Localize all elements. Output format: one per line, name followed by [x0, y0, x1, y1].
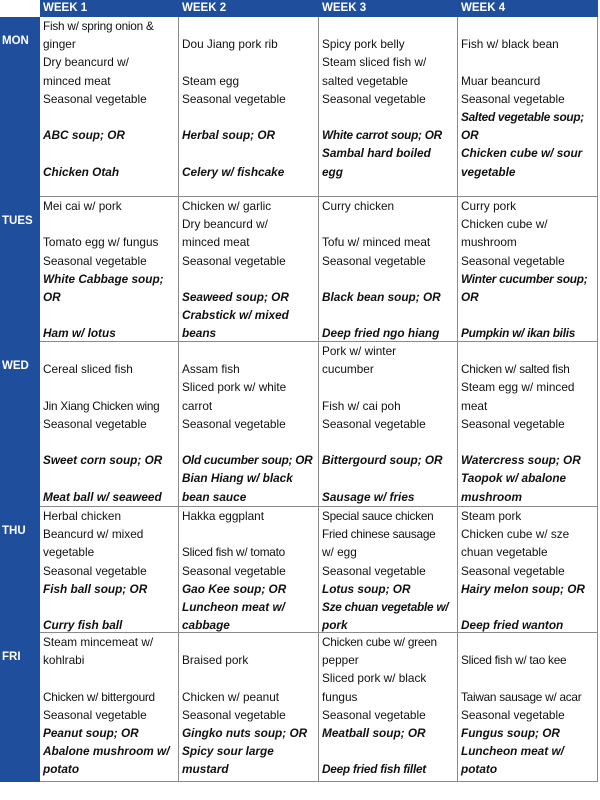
week-header: WEEK 4 [461, 2, 506, 14]
dish-item: Fried chinese sausage [322, 527, 436, 542]
dish-item: pepper [322, 653, 359, 668]
dish-item: Seasonal vegetable [182, 91, 286, 106]
soup-or-alternative-dish: pork [322, 618, 348, 633]
week-header: WEEK 2 [182, 2, 227, 14]
soup-or-alternative-dish: Spicy sour large [182, 744, 274, 759]
dish-item: Pork w/ winter [322, 344, 397, 358]
soup-or-alternative-dish: Meatball soup; OR [322, 726, 426, 740]
dish-item: meat [461, 398, 488, 413]
dish-item: Seasonal vegetable [43, 253, 147, 268]
soup-or-alternative-dish: mushroom [461, 489, 522, 504]
dish-item: Seasonal vegetable [182, 253, 286, 268]
dish-item: Beancurd w/ mixed [43, 527, 144, 542]
dish-item: Fish w/ spring onion & [43, 19, 154, 33]
soup-or-alternative-dish: ABC soup; OR [43, 128, 125, 143]
dish-item: Seasonal vegetable [43, 91, 147, 106]
dish-item: Muar beancurd [461, 73, 541, 88]
menu-cell [179, 197, 319, 342]
soup-or-alternative-dish: Salted vegetable soup; [461, 110, 584, 124]
menu-cell [458, 197, 598, 342]
soup-or-alternative-dish: Ham w/ lotus [43, 326, 116, 341]
dish-item: Steam mincemeat w/ [43, 635, 154, 649]
soup-or-alternative-dish: Taopok w/ abalone [461, 471, 567, 486]
soup-or-alternative-dish: Bittergourd soup; OR [322, 453, 443, 468]
dish-item: Cereal sliced fish [43, 362, 133, 377]
dish-item: Jin Xiang Chicken wing [43, 398, 160, 413]
dish-item: w/ egg [322, 545, 357, 560]
dish-item: mushroom [461, 235, 517, 250]
soup-or-alternative-dish: OR [43, 290, 61, 304]
menu-cell [179, 633, 319, 782]
menu-cell [458, 633, 598, 782]
menu-cell [319, 507, 458, 633]
soup-or-alternative-dish: Chicken cube w/ sour [461, 146, 583, 161]
soup-or-alternative-dish: Gingko nuts soup; OR [182, 726, 308, 740]
soup-or-alternative-dish: Hairy melon soup; OR [461, 581, 585, 596]
dish-item: Seasonal vegetable [43, 416, 147, 431]
dish-item: kohlrabi [43, 653, 85, 668]
dish-item: Seasonal vegetable [182, 563, 286, 578]
dish-item: vegetable [43, 545, 95, 560]
soup-or-alternative-dish: Pumpkin w/ ikan bilis [461, 326, 576, 341]
dish-item: Sliced fish w/ tao kee [461, 653, 567, 668]
dish-item: minced meat [182, 235, 250, 250]
soup-or-alternative-dish: Luncheon meat w/ [461, 744, 564, 759]
day-label: FRI [2, 651, 21, 663]
dish-item: Tofu w/ minced meat [322, 235, 431, 250]
dish-item: minced meat [43, 73, 111, 88]
dish-item: Chicken w/ salted fish [461, 362, 570, 377]
dish-item: Braised pork [182, 653, 249, 668]
soup-or-alternative-dish: egg [322, 164, 343, 179]
soup-or-alternative-dish: Curry fish ball [43, 618, 123, 633]
dish-item: Spicy pork belly [322, 37, 405, 52]
menu-cell [179, 507, 319, 633]
dish-item: Chicken cube w/ green [322, 635, 437, 649]
dish-item: Steam egg [182, 73, 240, 88]
dish-item: Fish w/ cai poh [322, 398, 401, 413]
dish-item: Taiwan sausage w/ acar [461, 689, 582, 704]
dish-item: Fish w/ black bean [461, 37, 559, 52]
dish-item: Seasonal vegetable [461, 707, 565, 722]
dish-item: Sliced pork w/ white [182, 380, 287, 395]
dish-item: fungus [322, 689, 358, 704]
soup-or-alternative-dish: Chicken Otah [43, 164, 120, 179]
soup-or-alternative-dish: Crabstick w/ mixed [182, 308, 289, 323]
soup-or-alternative-dish: Gao Kee soup; OR [182, 581, 287, 596]
dish-item: Steam pork [461, 509, 522, 523]
soup-or-alternative-dish: Herbal soup; OR [182, 128, 276, 143]
day-label-cell [0, 342, 40, 507]
day-label: WED [2, 360, 29, 372]
menu-cell [319, 633, 458, 782]
soup-or-alternative-dish: Black bean soup; OR [322, 290, 441, 304]
soup-or-alternative-dish: Deep fried wanton [461, 618, 564, 633]
soup-or-alternative-dish: cabbage [182, 618, 230, 633]
dish-item: Special sauce chicken [322, 509, 434, 523]
dish-item: Seasonal vegetable [322, 416, 426, 431]
dish-item: ginger [43, 37, 76, 52]
day-label-cell [0, 507, 40, 633]
day-label: THU [2, 525, 26, 537]
soup-or-alternative-dish: Old cucumber soup; OR [182, 453, 313, 468]
soup-or-alternative-dish: Abalone mushroom w/ [43, 744, 170, 759]
dish-item: Chicken cube w/ sze [461, 527, 570, 542]
dish-item: Seasonal vegetable [182, 416, 286, 431]
day-label: TUES [2, 215, 33, 227]
soup-or-alternative-dish: vegetable [461, 164, 516, 179]
dish-item: Seasonal vegetable [461, 563, 565, 578]
soup-or-alternative-dish: Sausage w/ fries [322, 489, 415, 504]
dish-item: cucumber [322, 362, 374, 377]
menu-cell [40, 507, 179, 633]
soup-or-alternative-dish: Luncheon meat w/ [182, 600, 285, 614]
soup-or-alternative-dish: bean sauce [182, 489, 247, 504]
soup-or-alternative-dish: Watercress soup; OR [461, 453, 581, 468]
dish-item: Seasonal vegetable [322, 707, 426, 722]
soup-or-alternative-dish: Celery w/ fishcake [182, 164, 285, 179]
soup-or-alternative-dish: Fish ball soup; OR [43, 581, 148, 596]
dish-item: Curry chicken [322, 199, 395, 213]
soup-or-alternative-dish: OR [461, 128, 479, 143]
menu-cell [40, 342, 179, 507]
dish-item: Curry pork [461, 199, 517, 213]
dish-item: Seasonal vegetable [461, 91, 565, 106]
dish-item: Chicken w/ peanut [182, 689, 280, 704]
menu-cell [319, 342, 458, 507]
soup-or-alternative-dish: Peanut soup; OR [43, 726, 139, 740]
dish-item: Seasonal vegetable [322, 91, 426, 106]
week-header: WEEK 3 [322, 2, 367, 14]
dish-item: Seasonal vegetable [322, 253, 426, 268]
menu-cell [179, 342, 319, 507]
menu-cell [319, 197, 458, 342]
soup-or-alternative-dish: Deep fried ngo hiang [322, 326, 440, 341]
menu-cell [40, 17, 179, 197]
soup-or-alternative-dish: Sambal hard boiled [322, 146, 431, 161]
soup-or-alternative-dish: White carrot soup; OR [322, 128, 442, 143]
dish-item: Dou Jiang pork rib [182, 37, 278, 52]
dish-item: Seasonal vegetable [43, 563, 147, 578]
dish-item: Seasonal vegetable [461, 416, 565, 431]
soup-or-alternative-dish: Meat ball w/ seaweed [43, 489, 162, 504]
dish-item: Chicken cube w/ [461, 217, 548, 232]
soup-or-alternative-dish: Sze chuan vegetable w/ [322, 600, 449, 614]
day-label-cell [0, 17, 40, 197]
dish-item: Herbal chicken [43, 509, 122, 523]
dish-item: chuan vegetable [461, 545, 548, 560]
soup-or-alternative-dish: White Cabbage soup; [43, 271, 164, 286]
dish-item: Assam fish [182, 362, 240, 377]
dish-item: salted vegetable [322, 73, 408, 88]
dish-item: Sliced fish w/ tomato [182, 545, 285, 560]
soup-or-alternative-dish: Seaweed soup; OR [182, 290, 289, 304]
soup-or-alternative-dish: mustard [182, 762, 229, 777]
menu-cell [458, 507, 598, 633]
dish-item: Seasonal vegetable [43, 707, 147, 722]
soup-or-alternative-dish: potato [43, 762, 80, 777]
dish-item: Steam egg w/ minced [461, 380, 575, 395]
week-header: WEEK 1 [43, 2, 88, 14]
dish-item: Steam sliced fish w/ [322, 55, 427, 70]
dish-item: Dry beancurd w/ [182, 217, 268, 232]
soup-or-alternative-dish: OR [461, 290, 479, 304]
soup-or-alternative-dish: Sweet corn soup; OR [43, 453, 163, 468]
menu-cell [458, 342, 598, 507]
day-label-cell [0, 633, 40, 782]
menu-cell [319, 17, 458, 197]
dish-item: Tomato egg w/ fungus [43, 235, 159, 250]
dish-item: carrot [182, 398, 213, 413]
soup-or-alternative-dish: Lotus soup; OR [322, 581, 411, 596]
soup-or-alternative-dish: potato [461, 762, 498, 777]
day-label-cell [0, 197, 40, 342]
menu-cell [40, 197, 179, 342]
soup-or-alternative-dish: Fungus soup; OR [461, 726, 560, 740]
soup-or-alternative-dish: Winter cucumber soup; [461, 271, 588, 286]
dish-item: Dry beancurd w/ [43, 55, 129, 70]
dish-item: Mei cai w/ pork [43, 199, 122, 213]
soup-or-alternative-dish: Bian Hiang w/ black [182, 471, 293, 486]
dish-item: Sliced pork w/ black [322, 671, 427, 686]
menu-cell [458, 17, 598, 197]
menu-cell [40, 633, 179, 782]
dish-item: Chicken w/ bittergourd [43, 689, 155, 704]
dish-item: Seasonal vegetable [182, 707, 286, 722]
dish-item: Seasonal vegetable [461, 253, 565, 268]
soup-or-alternative-dish: Deep fried fish fillet [322, 762, 426, 777]
dish-item: Seasonal vegetable [322, 563, 426, 578]
dish-item: Hakka eggplant [182, 509, 264, 523]
day-label: MON [2, 35, 29, 47]
dish-item: Chicken w/ garlic [182, 199, 272, 213]
soup-or-alternative-dish: beans [182, 326, 217, 341]
menu-cell [179, 17, 319, 197]
